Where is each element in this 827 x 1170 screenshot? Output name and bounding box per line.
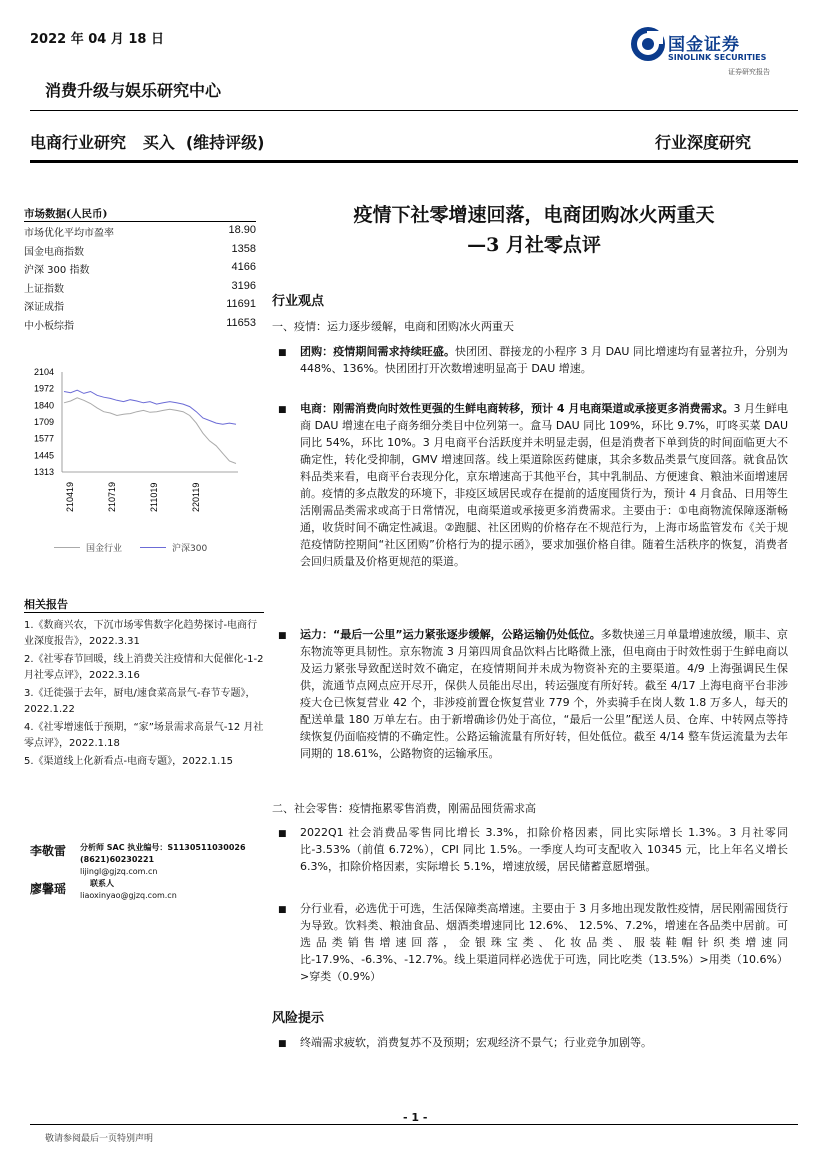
rating-banner: 电商行业研究 买入 (维持评级) — [30, 133, 265, 152]
market-row — [24, 224, 256, 239]
y-tick-label: 1840 — [33, 400, 54, 411]
market-row-label: 市场优化平均市盈率 — [24, 228, 114, 239]
lead-logistics: 运力：“最后一公里”运力紧张逐步缓解，公路运输仍处低位。 — [300, 628, 601, 641]
chart-legend — [54, 541, 207, 554]
text-groupbuy: 快团团、群接龙的小程序 3 月 DAU 同比增速均有显著拉升，分别为 448%、136%。快团团打开次数增速明显高于 DAU 增速。 — [300, 345, 788, 375]
related-item[interactable]: 2.《社零春节回暖，线上消费关注疫情和大促催化-1-2 月社零点评》，2022.3.16 — [24, 654, 264, 681]
contact-name: 廖馨瑶 — [30, 882, 67, 896]
x-tick-label: 220119 — [191, 482, 201, 512]
series-line-hs300 — [64, 390, 236, 424]
text-logistics: 多数快递三月单量增速放缓，顺丰、京东物流等更具韧性。京东物流 3 月第四周食品饮料占比略微上涨，但电商由于时效性弱于生鲜电商以及运力紧张导致配送时效不确定，在疫情期间并未成为物资补充的主要渠道。4/9 上海强调民生保供，流通节点网点应开尽开，保供人员能出尽出，转运强度有所好转。截至 4/17 上海电商平台非涉疫大仓已恢复营业 42 个，非涉疫前置仓恢复营业 779 个，外卖骑手在岗人数 1.8 万多人，每天的配送单量 180 万单左右。由于新增确诊仍处于高位，“最后一公里”配送人员、仓库、中转网点等持续恢复仍面临疫情的不确定性。公路运输流量有所好转，但处低位。截至 4/14 整车货运流量为去年同期的 18.61%，公路物资的运输承压。 — [300, 628, 788, 760]
series-line-industry — [64, 398, 236, 464]
market-row-label: 上证指数 — [24, 283, 64, 295]
index-line-chart — [20, 362, 260, 512]
paragraph-categories: 分行业看，必选优于可选，生活保障类高增速。主要由于 3 月多地出现发散性疫情，居民刚需囤货行为导致。饮料类、粮油食品、烟酒类增速同比 12.6%、 12.5%、7.2%，增速在各品类中居前。可选品类销售增速回落，金银珠宝类、化妆品类、服装鞋帽针织类增速同比-17.9%、-6.3%、-12.7%。线上渠道同样必选优于可选，同比吃类（13.5%）>用类（10.6%）>穿类（0.9%） — [300, 902, 788, 983]
analyst-name: 李敬雷 — [30, 844, 67, 858]
market-row-label: 沪深 300 指数 — [24, 265, 90, 276]
market-row-value: 3196 — [231, 279, 256, 292]
x-tick-label: 210419 — [65, 481, 75, 512]
market-row-value: 11691 — [226, 298, 256, 310]
banner-divider — [30, 160, 798, 163]
related-divider — [24, 612, 264, 613]
report-title: 疫情下社零增速回落，电商团购冰火两重天 — [353, 204, 715, 226]
bullet-icon: ■ — [278, 829, 287, 839]
subheading-epidemic: 一、疫情：运力逐步缓解，电商和团购冰火两重天 — [272, 320, 514, 333]
analyst-phone: (8621)60230221 — [80, 855, 155, 864]
section-heading-view: 行业观点 — [272, 294, 325, 309]
lead-groupbuy: 团购：疫情期间需求持续旺盛。 — [300, 345, 456, 358]
related-item[interactable]: 3.《迁徙强于去年，厨电/速食菜高景气-春节专题》，2022.1.22 — [24, 688, 256, 715]
analyst-sac-number: 分析师 SAC 执业编号：S1130511030026 — [80, 843, 246, 852]
x-tick-label: 210719 — [107, 481, 117, 512]
market-row — [24, 317, 256, 332]
x-tick-label: 211019 — [149, 482, 159, 512]
report-subtitle: —3 月社零点评 — [467, 234, 601, 256]
report-date: 2022 年 04 月 18 日 — [30, 32, 164, 47]
paragraph-q1-retail: 2022Q1 社会消费品零售同比增长 3.3%，扣除价格因素，同比实际增长 1.3%。3 月社零同比-3.53%（前值 6.72%），CPI 同比 1.5%。一季度人均可支配收入 10345 元，比上年名义增长 6.3%，扣除价格因素，实际增长 5.1%，增速放缓，居民储蓄意愿增强。 — [300, 826, 788, 873]
bullet-icon: ■ — [278, 348, 287, 358]
market-row-value: 11653 — [226, 316, 256, 329]
subheading-retail: 二、社会零售：疫情拖累零售消费，刚需品囤货需求高 — [272, 802, 536, 815]
bullet-icon: ■ — [278, 405, 287, 415]
lead-ecommerce: 电商：刚需消费向时效性更强的生鲜电商转移，预计 4 月电商渠道或承接更多消费需求。 — [300, 402, 734, 415]
bullet-icon: ■ — [278, 1039, 287, 1049]
market-row — [24, 243, 256, 258]
market-row-label: 深证成指 — [24, 302, 64, 313]
sinolink-logo-icon — [630, 26, 666, 62]
legend-line-hs300 — [140, 547, 166, 548]
related-item[interactable]: 1.《数商兴农，下沉市场零售数字化趋势探讨-电商行业深度报告》，2022.3.31 — [24, 620, 258, 647]
y-tick-label: 1709 — [33, 417, 54, 427]
market-divider — [24, 221, 256, 222]
footer-disclaimer[interactable]: 敬请参阅最后一页特别声明 — [45, 1134, 154, 1144]
related-item[interactable]: 4.《社零增速低于预期，“家”场景需求高景气-12 月社零点评》，2022.1.18 — [24, 722, 264, 749]
paragraph-ecommerce — [300, 400, 788, 570]
legend-line-industry — [54, 547, 80, 548]
brand-name-en: SINOLINK SECURITIES — [668, 53, 767, 62]
market-row-value: 18.90 — [228, 224, 256, 236]
page-number: - 1 - — [403, 1111, 428, 1124]
brand-name-cn: 国金证券 — [668, 35, 740, 55]
market-row — [24, 280, 256, 295]
index-chart — [20, 362, 260, 512]
market-row-value: 4166 — [231, 261, 256, 273]
legend-label-industry: 国金行业 — [86, 544, 123, 554]
contact-email[interactable]: liaoxinyao@gjzq.com.cn — [80, 891, 177, 900]
market-data-title: 市场数据(人民币) — [24, 208, 108, 220]
research-center: 消费升级与娱乐研究中心 — [45, 81, 222, 100]
header-divider — [30, 110, 798, 111]
paragraph-risk: 终端需求疲软，消费复苏不及预期；宏观经济不景气；行业竞争加剧等。 — [300, 1036, 652, 1049]
paragraph-logistics — [300, 626, 788, 762]
y-tick-label: 1972 — [33, 383, 54, 394]
market-row — [24, 298, 256, 313]
legend-label-hs300: 沪深300 — [172, 544, 208, 554]
related-item[interactable]: 5.《渠道线上化新看点-电商专题》，2022.1.15 — [24, 756, 234, 767]
market-row-value: 1358 — [231, 242, 256, 255]
y-tick-label: 1445 — [33, 450, 54, 461]
section-heading-risk: 风险提示 — [272, 1011, 325, 1026]
y-tick-label: 2104 — [33, 367, 54, 377]
bullet-icon: ■ — [278, 631, 287, 641]
bullet-icon: ■ — [278, 905, 287, 915]
market-row-label: 中小板综指 — [24, 320, 74, 332]
brand-subtitle: 证券研究报告 — [728, 68, 770, 76]
y-tick-label: 1313 — [33, 467, 54, 477]
y-tick-label: 1577 — [33, 433, 54, 444]
market-row-label: 国金电商指数 — [24, 246, 84, 258]
footer-divider — [30, 1124, 798, 1125]
report-type: 行业深度研究 — [655, 133, 752, 152]
paragraph-groupbuy — [300, 343, 788, 377]
contact-info — [80, 878, 177, 902]
related-reports-title: 相关报告 — [24, 598, 68, 611]
market-row — [24, 261, 256, 276]
contact-role: 联系人 — [90, 879, 114, 888]
analyst-email[interactable]: lijingl@gjzq.com.cn — [80, 867, 158, 876]
text-ecommerce: 3 月生鲜电商 DAU 增速在电子商务细分类目中位列第一。盒马 DAU 同比 109%，环比 9.7%，叮咚买菜 DAU 同比 54%，环比 10%。3 月电商平台活跃度并未明显走弱，但是消费者下单到货的时间面临更大不确定性，转化受抑制，GMV 增速回落。线上渠道除医药健康，其余多数品类景气度回落。就食品饮料品类来看，电商平台表现分化，京东增速高于其他平台，其中乳制品、方便速食、粮油米面增速居前。疫情的多点散发的环境下，非疫区域居民或存在提前的适度囤货行为，预计 4 月食品、日用等生活刚需品类需求或高于日常情况，电商渠道或承接更多消费需求。主要由于：①电商物流保障逐渐畅通，收货时间不确定性减退。②跑腿、社区团购的价格存在不规范行为，上海市场监管发布《关于规范疫情防控期间“社区团购”价格行为的提示函》，要求加强价格自律。随着生活秩序的恢复，消费者会回归质量及价格更规范的渠道。 — [300, 402, 788, 568]
analyst-sac — [80, 842, 246, 878]
